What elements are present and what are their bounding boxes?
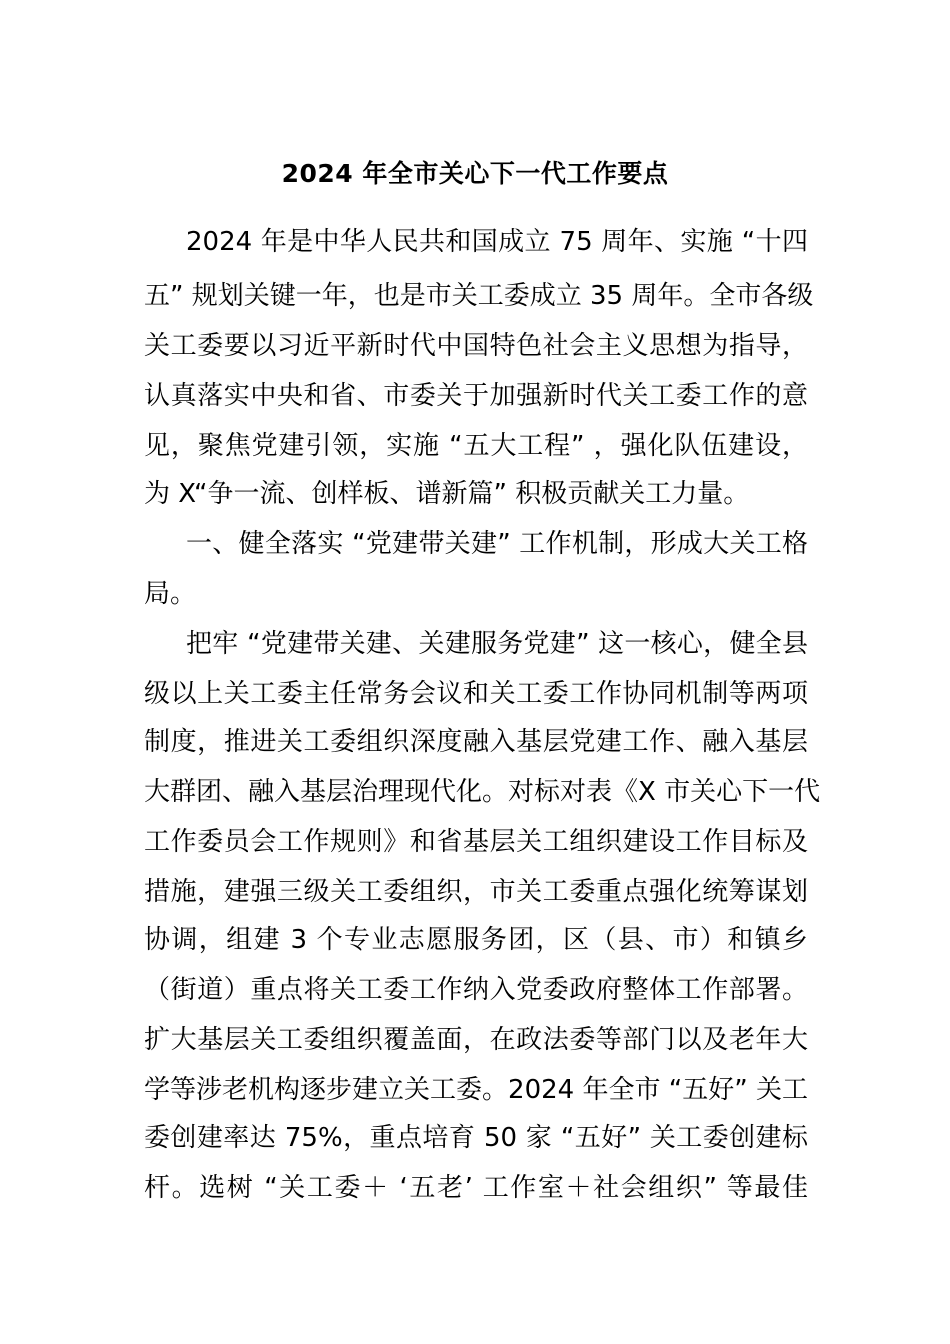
paragraph-line: 大群团、融入基层治理现代化。对标对表《X 市关心下一代 <box>144 777 821 807</box>
paragraph-line: 认真落实中央和省、市委关于加强新时代关工委工作的意 <box>144 381 808 411</box>
paragraph-line: 2024 年是中华人民共和国成立 75 周年、实施 “十四 <box>186 227 808 257</box>
document-title: 2024 年全市关心下一代工作要点 <box>281 159 669 188</box>
paragraph-line: 学等涉老机构逐步建立关工委。2024 年全市 “五好” 关工 <box>144 1075 808 1105</box>
paragraph-line: 关工委要以习近平新时代中国特色社会主义思想为指导， <box>144 331 808 361</box>
paragraph-line: 杆。选树 “关工委＋ ‘五老’ 工作室＋社会组织” 等最佳 <box>144 1173 808 1203</box>
paragraph-line: 为 X“争一流、创样板、谱新篇” 积极贡献关工力量。 <box>144 479 750 509</box>
paragraph-line: 见，聚焦党建引领，实施 “五大工程” ，强化队伍建设， <box>144 431 808 461</box>
paragraph-line: （街道）重点将关工委工作纳入党委政府整体工作部署。 <box>144 975 808 1005</box>
paragraph-line: 扩大基层关工委组织覆盖面，在政法委等部门以及老年大 <box>144 1025 808 1055</box>
paragraph-line: 协调，组建 3 个专业志愿服务团，区（县、市）和镇乡 <box>144 925 808 955</box>
paragraph-line: 五” 规划关键一年，也是市关工委成立 35 周年。全市各级 <box>144 281 814 311</box>
paragraph-line: 委创建率达 75%，重点培育 50 家 “五好” 关工委创建标 <box>144 1123 808 1153</box>
section-heading-line: 局。 <box>144 579 197 609</box>
paragraph-line: 制度，推进关工委组织深度融入基层党建工作、融入基层 <box>144 727 808 757</box>
paragraph-line: 措施，建强三级关工委组织，市关工委重点强化统筹谋划 <box>144 877 808 907</box>
paragraph-line: 级以上关工委主任常务会议和关工委工作协同机制等两项 <box>144 679 808 709</box>
paragraph-line: 把牢 “党建带关建、关建服务党建” 这一核心，健全县 <box>186 629 808 659</box>
section-heading-line: 一、健全落实 “党建带关建” 工作机制，形成大关工格 <box>186 529 808 559</box>
paragraph-line: 工作委员会工作规则》和省基层关工组织建设工作目标及 <box>144 827 808 857</box>
